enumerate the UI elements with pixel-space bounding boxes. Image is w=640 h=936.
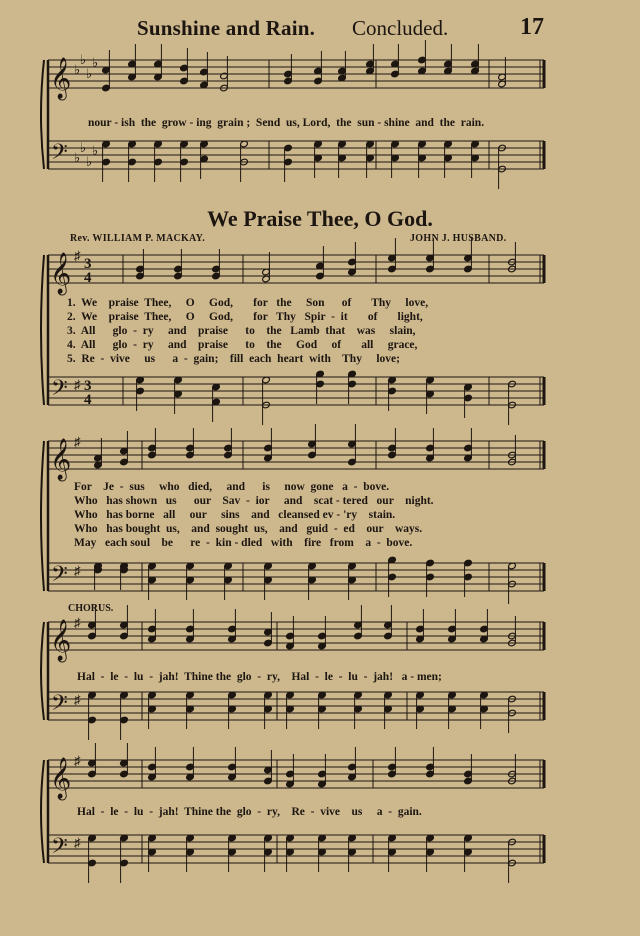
- flat-sign: ♭: [80, 52, 87, 67]
- lyric-line-system-0: nour - ish the grow - ing grain ; Send us, Lord, the sun - shine and the rain.: [88, 117, 485, 129]
- treble-clef: 𝄞: [50, 253, 72, 294]
- verse-line-1a: 1. We praise Thee, O God, for the Son of Thy love,: [67, 297, 429, 309]
- brace: [41, 60, 44, 169]
- sharp-sign: ♯: [74, 563, 81, 578]
- chorus-lyric-1: Hal - le - lu - jah! Thine the glo - ry, Hal - le - lu - jah! a - men;: [77, 671, 442, 683]
- composer-credit: JOHN J. HUSBAND.: [410, 233, 507, 244]
- time-signature: 3: [84, 378, 92, 394]
- chorus-label: CHORUS.: [68, 603, 114, 614]
- bass-clef: 𝄢: [51, 376, 68, 406]
- flat-sign: ♭: [92, 143, 99, 158]
- flat-sign: ♭: [80, 140, 87, 155]
- sharp-sign: ♯: [74, 377, 81, 392]
- chorus-lyric-2: Hal - le - lu - jah! Thine the glo - ry, Re - vive us a - gain.: [77, 806, 422, 818]
- sharp-sign: ♯: [74, 692, 81, 707]
- treble-clef: 𝄞: [50, 758, 72, 799]
- header-concluded-note: Concluded.: [352, 16, 449, 40]
- verse-line-5b: May each soul be re - kin - dled with fire from a - bove.: [74, 537, 413, 549]
- time-signature: 3: [84, 256, 92, 272]
- header-title: Sunshine and Rain.: [137, 16, 316, 40]
- flat-sign: ♭: [74, 62, 81, 77]
- bass-clef: 𝄢: [51, 834, 68, 864]
- brace: [41, 255, 44, 405]
- brace: [41, 622, 44, 720]
- verse-line-3b: Who has borne all our sins and cleansed ev - 'ry stain.: [74, 509, 396, 521]
- treble-clef: 𝄞: [50, 620, 72, 661]
- hymn-title: We Praise Thee, O God.: [207, 206, 433, 231]
- author-credit: Rev. WILLIAM P. MACKAY.: [70, 233, 206, 244]
- sharp-sign: ♯: [74, 248, 81, 263]
- sharp-sign: ♯: [74, 615, 81, 630]
- treble-clef: 𝄞: [50, 58, 72, 99]
- brace: [41, 441, 44, 591]
- verse-line-3a: 3. All glo - ry and praise to the Lamb that was slain,: [67, 325, 416, 337]
- treble-clef: 𝄞: [50, 439, 72, 480]
- bass-clef: 𝄢: [51, 562, 68, 592]
- verse-line-5a: 5. Re - vive us a - gain; fill each heart with Thy love;: [67, 353, 400, 365]
- sharp-sign: ♯: [74, 434, 81, 449]
- time-signature: 4: [84, 392, 92, 408]
- sharp-sign: ♯: [74, 753, 81, 768]
- verse-line-4b: Who has bought us, and sought us, and guid - ed our ways.: [74, 523, 423, 535]
- bass-clef: 𝄢: [51, 691, 68, 721]
- verse-line-2b: Who has shown us our Sav - ior and scat - tered our night.: [74, 495, 434, 507]
- flat-sign: ♭: [86, 154, 93, 169]
- bass-clef: 𝄢: [51, 140, 68, 170]
- sharp-sign: ♯: [74, 835, 81, 850]
- flat-sign: ♭: [86, 66, 93, 81]
- page-number: 17: [520, 14, 544, 40]
- verse-line-4a: 4. All glo - ry and praise to the God of all grace,: [67, 339, 418, 351]
- flat-sign: ♭: [74, 150, 81, 165]
- flat-sign: ♭: [92, 55, 99, 70]
- time-signature: 4: [84, 270, 92, 286]
- verse-line-1b: For Je - sus who died, and is now gone a - bove.: [74, 481, 390, 493]
- verse-line-2a: 2. We praise Thee, O God, for Thy Spir - it of light,: [67, 311, 423, 323]
- brace: [41, 760, 44, 863]
